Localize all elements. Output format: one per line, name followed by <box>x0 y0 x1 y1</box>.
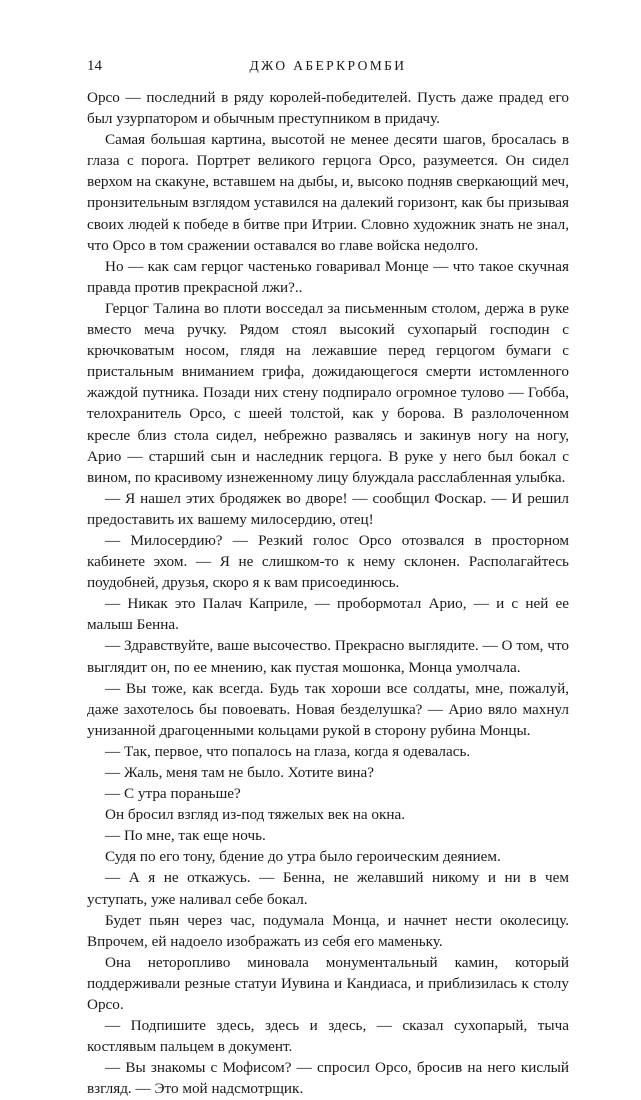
paragraph: Герцог Талина во плоти восседал за письменным столом, держа в руке вместо меча ручку. Рядом стоял высокий сухопарый господин с крючковатым носом, глядя на лежавшие перед герцогом бумаги с пристальным вниманием грифа, дожидающегося смерти истомленного жаждой путника. Позади них стену подпирало огромное тулово — Гобба, телохранитель Орсо, с шеей толстой, как у борова. В разлолоченном кресле близ стола сидел, небрежно развалясь и закинув ногу на ногу, Арио — старший сын и наследник герцога. В руке у него был бокал с вином, по красивому изнеженному лицу блуждала расслабленная улыбка. <box>87 299 569 486</box>
paragraph: — Никак это Палач Каприле, — пробормотал Арио, — и с ней ее малыш Бенна. <box>87 595 569 634</box>
body-text <box>87 87 569 1100</box>
paragraph: — Подпишите здесь, здесь и здесь, — сказал сухопарый, тыча костлявым пальцем в документ. <box>87 1017 569 1056</box>
paragraph: — Вы тоже, как всегда. Будь так хороши все солдаты, мне, пожалуй, даже захотелось бы повоевать. Новая безделушка? — Арио вяло махнул унизанной драгоценными кольцами рукой в сторону рубина Монцы. <box>87 679 569 739</box>
paragraph: Но — как сам герцог частенько говаривал Монце — что такое скучная правда против прекрасной лжи?.. <box>87 257 569 296</box>
running-head <box>87 56 569 76</box>
paragraph: — Вы знакомы с Мофисом? — спросил Орсо, бросив на него кислый взгляд. — Это мой надсмотрщик. <box>87 1059 569 1098</box>
page-number: 14 <box>87 58 102 74</box>
paragraph: — А я не откажусь. — Бенна, не желавший никому и ни в чем уступать, уже наливал себе бокал. <box>87 869 569 908</box>
paragraph: Самая большая картина, высотой не менее десяти шагов, бросалась в глаза с порога. Портрет великого герцога Орсо, разумеется. Он сидел верхом на скакуне, вставшем на дыбы, и, высоко подняв сверкающий меч, пронзительным взглядом уставился на далекий горизонт, как бы призывая своих людей к победе в битве при Итрии. Словно художник знать не знал, что Орсо в том сражении оставался во главе войска недолго. <box>87 131 569 254</box>
paragraph: — Так, первое, что попалось на глаза, когда я одевалась. <box>105 742 471 760</box>
paragraph: Судя по его тону, бдение до утра было героическим деянием. <box>105 848 501 866</box>
paragraph: Орсо — последний в ряду королей-победителей. Пусть даже прадед его был узурпатором и обычным преступником в придачу. <box>87 89 569 128</box>
paragraph: Будет пьян через час, подумала Монца, и начнет нести околесицу. Впрочем, ей надоело изображать из себя его маменьку. <box>87 911 569 950</box>
paragraph: — Жаль, меня там не было. Хотите вина? <box>105 764 375 781</box>
paragraph: Она неторопливо миновала монументальный камин, который поддерживали резные статуи Иувина и Кандиаса, и приблизилась к столу Орсо. <box>87 953 569 1014</box>
paragraph: — Я нашел этих бродяжек во дворе! — сообщил Фоскар. — И решил предоставить их вашему милосердию, отец! <box>87 489 569 528</box>
paragraph: — С утра пораньше? <box>105 785 241 803</box>
paragraph: — По мне, так еще ночь. <box>105 827 266 845</box>
paragraph: Он бросил взгляд из-под тяжелых век на окна. <box>105 806 406 824</box>
paragraph: — Здравствуйте, ваше высочество. Прекрасно выглядите. — О том, что выглядит он, по ее мнению, как пустая мошонка, Монца умолчала. <box>87 637 569 676</box>
running-title: ДЖО АБЕРКРОМБИ <box>249 58 407 73</box>
paragraph: — Милосердию? — Резкий голос Орсо отозвался в просторном кабинете эхом. — Я не слишком-то к нему склонен. Располагайтесь поудобней, друзья, скоро я к вам присоединюсь. <box>87 531 569 592</box>
